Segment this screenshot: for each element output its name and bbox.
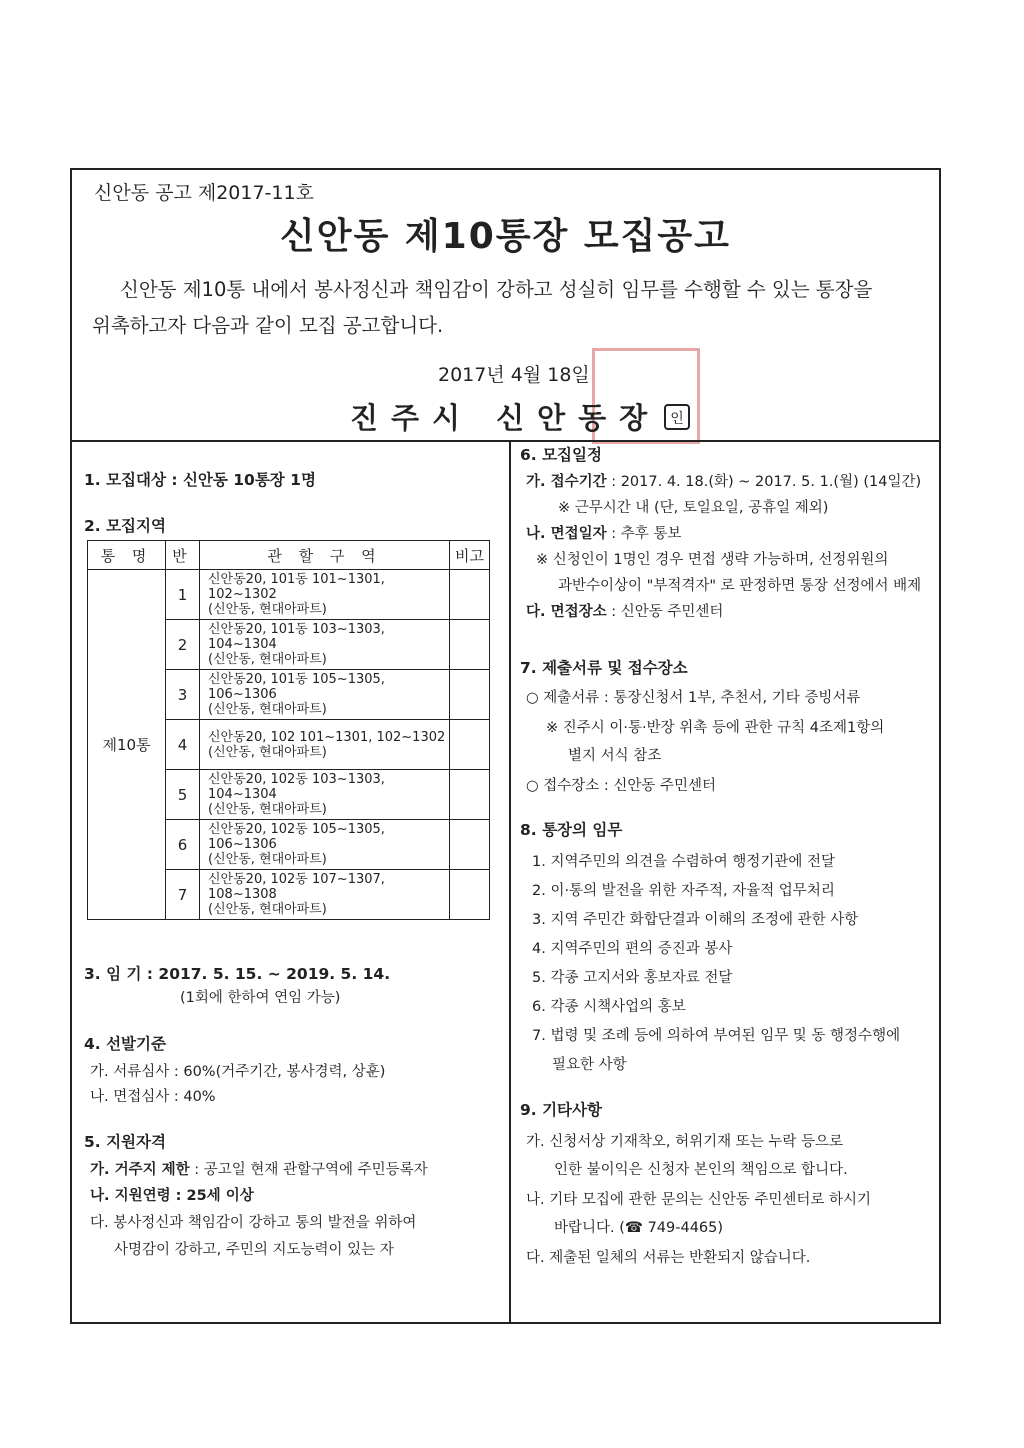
seal-mark: 인 <box>664 404 690 430</box>
section-2-heading: 2. 모집지역 <box>84 517 166 535</box>
area-address: 신안동20, 102동 107~1307, 108~1308 <box>208 872 385 902</box>
area-apartment: (신안동, 현대아파트) <box>208 702 327 717</box>
duty-item: 6. 각종 시책사업의 홍보 <box>532 999 686 1015</box>
notice-date: 2017년 4월 18일 <box>438 364 590 386</box>
area-apartment: (신안동, 현대아파트) <box>208 852 327 867</box>
jurisdiction-table <box>87 540 490 920</box>
ban-cell: 6 <box>166 820 200 870</box>
required-documents: ○ 제출서류 : 통장신청서 1부, 추천서, 기타 증빙서류 <box>526 690 861 706</box>
area-cell <box>200 770 450 820</box>
schedule-interview-note-2: 과반수이상이 "부적격자" 로 판정하면 통장 선정에서 배제 <box>558 578 922 594</box>
col-header-tong: 통 명 <box>88 541 166 570</box>
column-divider <box>509 440 511 1322</box>
note-cell <box>450 620 490 670</box>
area-address: 신안동20, 102동 103~1303, 104~1304 <box>208 772 385 802</box>
area-cell <box>200 620 450 670</box>
intro-line-2: 위촉하고자 다음과 같이 모집 공고합니다. <box>92 314 444 337</box>
note-cell <box>450 820 490 870</box>
note-cell <box>450 770 490 820</box>
other-note-a-2: 인한 불이익은 신청자 본인의 책임으로 합니다. <box>554 1162 848 1178</box>
schedule-application-note: ※ 근무시간 내 (단, 토일요일, 공휴일 제외) <box>558 500 829 516</box>
intro-line-1: 신안동 제10통 내에서 봉사정신과 책임감이 강하고 성실히 임무를 수행할 수 있는 통장을 <box>120 278 873 301</box>
tong-name-cell: 제10통 <box>88 570 166 920</box>
area-cell <box>200 870 450 920</box>
submission-place: ○ 접수장소 : 신안동 주민센터 <box>526 778 717 794</box>
required-documents-note-1: ※ 진주시 이·통·반장 위촉 등에 관한 규칙 4조제1항의 <box>546 720 885 736</box>
interview-date-label: 나. 면접일자 <box>526 526 607 542</box>
section-1-recruit-target: 1. 모집대상 : 신안동 10통장 1명 <box>84 471 316 489</box>
residence-text: : 공고일 현재 관할구역에 주민등록자 <box>189 1162 428 1178</box>
ban-cell: 5 <box>166 770 200 820</box>
section-4-heading: 4. 선발기준 <box>84 1035 166 1053</box>
schedule-application-period <box>526 470 921 491</box>
duty-item: 1. 지역주민의 의견을 수렴하여 행정기관에 전달 <box>532 854 836 870</box>
duty-item: 2. 이·통의 발전을 위한 자주적, 자율적 업무처리 <box>532 883 835 899</box>
area-address: 신안동20, 102 101~1301, 102~1302 <box>208 729 446 745</box>
col-header-note: 비고 <box>450 541 490 570</box>
area-apartment: (신안동, 현대아파트) <box>208 744 327 760</box>
criteria-document: 가. 서류심사 : 60%(거주기간, 봉사경력, 상훈) <box>90 1064 386 1080</box>
area-apartment: (신안동, 현대아파트) <box>208 602 327 617</box>
other-note-c: 다. 제출된 일체의 서류는 반환되지 않습니다. <box>526 1250 811 1266</box>
area-apartment: (신안동, 현대아파트) <box>208 652 327 667</box>
area-address: 신안동20, 102동 105~1305, 106~1306 <box>208 822 385 852</box>
interview-place-text: : 신안동 주민센터 <box>606 604 724 620</box>
schedule-interview-date <box>526 522 681 543</box>
application-period-label: 가. 접수기간 <box>526 474 607 490</box>
ban-cell: 4 <box>166 720 200 770</box>
interview-place-label: 다. 면접장소 <box>526 604 607 620</box>
area-apartment: (신안동, 현대아파트) <box>208 802 327 817</box>
page-title: 신안동 제10통장 모집공고 <box>280 216 731 257</box>
issuer: 진주시 신안동장 <box>350 401 661 435</box>
area-cell <box>200 720 450 770</box>
note-cell <box>450 670 490 720</box>
table-header-row <box>88 541 490 570</box>
note-cell <box>450 720 490 770</box>
application-period-text: : 2017. 4. 18.(화) ~ 2017. 5. 1.(월) (14일간) <box>606 474 922 490</box>
section-7-heading: 7. 제출서류 및 접수장소 <box>520 659 688 677</box>
area-cell <box>200 820 450 870</box>
interview-date-text: : 추후 통보 <box>606 526 682 542</box>
duty-item: 4. 지역주민의 편의 증진과 봉사 <box>532 941 733 957</box>
note-cell <box>450 570 490 620</box>
ban-cell: 7 <box>166 870 200 920</box>
other-note-a-1: 가. 신청서상 기재착오, 허위기재 또는 누락 등으로 <box>526 1134 844 1150</box>
qualification-residence <box>90 1158 428 1179</box>
duty-item: 5. 각종 고지서와 홍보자료 전달 <box>532 970 733 986</box>
note-cell <box>450 870 490 920</box>
table-row <box>88 570 490 620</box>
residence-label: 가. 거주지 제한 <box>90 1162 190 1178</box>
section-5-heading: 5. 지원자격 <box>84 1133 166 1151</box>
qualification-age: 나. 지원연령 : 25세 이상 <box>90 1188 254 1204</box>
schedule-interview-note-1: ※ 신청인이 1명인 경우 면접 생략 가능하며, 선정위원의 <box>536 552 889 568</box>
header-divider <box>72 440 939 442</box>
notice-document <box>70 168 941 1324</box>
area-address: 신안동20, 101동 101~1301, 102~1302 <box>208 572 385 602</box>
section-6-heading: 6. 모집일정 <box>520 446 602 464</box>
duty-item-continuation: 필요한 사항 <box>552 1057 627 1073</box>
section-8-heading: 8. 통장의 임무 <box>520 821 623 839</box>
criteria-interview: 나. 면접심사 : 40% <box>90 1089 216 1105</box>
schedule-interview-place <box>526 600 723 621</box>
duty-item: 7. 법령 및 조례 등에 의하여 부여된 임무 및 동 행정수행에 <box>532 1028 901 1044</box>
section-9-heading: 9. 기타사항 <box>520 1101 602 1119</box>
qualification-character-2: 사명감이 강하고, 주민의 지도능력이 있는 자 <box>114 1242 394 1258</box>
other-note-b-1: 나. 기타 모집에 관한 문의는 신안동 주민센터로 하시기 <box>526 1192 872 1208</box>
duty-item: 3. 지역 주민간 화합단결과 이해의 조정에 관한 사항 <box>532 912 859 928</box>
area-address: 신안동20, 101동 103~1303, 104~1304 <box>208 622 385 652</box>
term-note: (1회에 한하여 연임 가능) <box>180 990 341 1006</box>
col-header-ban: 반 <box>166 541 200 570</box>
required-documents-note-2: 별지 서식 참조 <box>568 748 662 764</box>
qualification-character-1: 다. 봉사정신과 책임감이 강하고 통의 발전을 위하여 <box>90 1215 417 1231</box>
other-note-b-2: 바랍니다. (☎ 749-4465) <box>554 1220 724 1236</box>
col-header-area: 관 할 구 역 <box>200 541 450 570</box>
ban-cell: 3 <box>166 670 200 720</box>
section-3-term: 3. 임 기 : 2017. 5. 15. ~ 2019. 5. 14. <box>84 965 391 983</box>
area-cell <box>200 670 450 720</box>
ban-cell: 1 <box>166 570 200 620</box>
area-cell <box>200 570 450 620</box>
notice-number: 신안동 공고 제2017-11호 <box>94 182 314 204</box>
area-apartment: (신안동, 현대아파트) <box>208 902 327 917</box>
ban-cell: 2 <box>166 620 200 670</box>
area-address: 신안동20, 101동 105~1305, 106~1306 <box>208 672 385 702</box>
